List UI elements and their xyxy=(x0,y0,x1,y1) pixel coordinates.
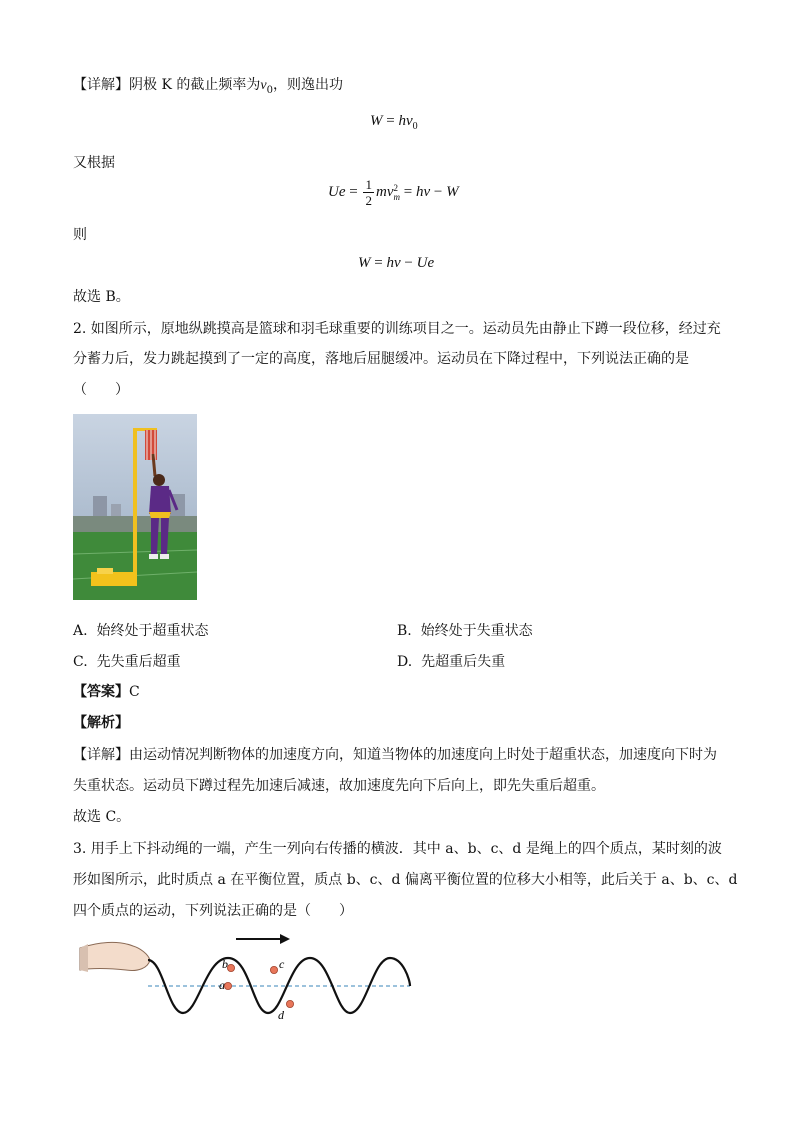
rope-wave-diagram xyxy=(78,928,418,1028)
q2-answer xyxy=(73,681,140,701)
eq2-v: v xyxy=(386,183,394,200)
answer-value: C xyxy=(129,684,140,700)
point-b xyxy=(227,964,234,971)
label-a: a xyxy=(219,978,225,992)
hand-icon xyxy=(80,942,150,970)
eq3-nu: ν xyxy=(393,255,401,271)
jump-reach-illustration xyxy=(73,414,197,600)
option-D[interactable] xyxy=(397,651,505,671)
q2-detail-line1: 【详解】由运动情况判断物体的加速度方向，知道当物体的加速度向上时处于超重状态，加速度向下时为 xyxy=(73,747,717,763)
eq3-W: W xyxy=(358,255,371,271)
q2-analysis-tag: 【解析】 xyxy=(73,715,129,731)
option-key: D. xyxy=(397,654,413,670)
eq2-m: m xyxy=(375,183,387,200)
option-text: 先失重后超重 xyxy=(96,654,181,670)
eq2-v-sub: m xyxy=(393,191,400,202)
eq2-frac-num: 1 xyxy=(365,177,372,192)
q3-line3: 四个质点的运动，下列说法正确的是（ ） xyxy=(73,903,353,919)
eq3-minus: − xyxy=(400,255,417,271)
text-then: 则 xyxy=(73,227,87,243)
nu-subscript: 0 xyxy=(266,84,273,96)
option-key: B. xyxy=(397,623,412,639)
option-C[interactable] xyxy=(73,651,181,671)
eq1-sub: 0 xyxy=(412,121,418,132)
eq2-equals-1: = xyxy=(345,183,362,200)
point-a xyxy=(224,982,231,989)
eq2-h: h xyxy=(415,183,424,200)
q2-line1: 2. 如图所示，原地纵跳摸高是篮球和羽毛球重要的训练项目之一。运动员先由静止下蹲一段位移，经过充 xyxy=(73,321,721,337)
eq2-e: e xyxy=(338,183,346,200)
eq1-nu: ν xyxy=(405,113,413,129)
answer-q1: 故选 B。 xyxy=(73,289,130,305)
option-key: A. xyxy=(73,623,88,639)
equation-work-function xyxy=(370,113,418,132)
option-key: C. xyxy=(73,654,88,670)
eq3-equals: = xyxy=(370,255,387,271)
eq2-v-sup: 2 xyxy=(393,182,398,193)
eq1-equals: = xyxy=(382,113,399,129)
text-again: 又根据 xyxy=(73,155,115,171)
rope-wave-figure xyxy=(78,928,418,1028)
option-text: 先超重后失重 xyxy=(421,654,506,670)
eq3-U: U xyxy=(416,255,428,271)
answer-tag: 【答案】 xyxy=(73,684,129,700)
q2-conclusion: 故选 C。 xyxy=(73,809,131,825)
q2-line3: （ ） xyxy=(73,382,129,398)
eq2-frac-den: 2 xyxy=(365,193,372,208)
q2-line2: 分蓄力后，发力跳起摸到了一定的高度，落地后屈腿缓冲。运动员在下降过程中，下列说法正确的是 xyxy=(73,351,689,367)
equation-photoelectric xyxy=(328,178,459,207)
option-text: 始终处于失重状态 xyxy=(420,623,533,639)
eq2-equals-2: = xyxy=(400,183,416,200)
sleeve-icon xyxy=(80,944,88,972)
label-c: c xyxy=(279,957,285,971)
option-A[interactable] xyxy=(73,620,208,640)
q3-line1: 3. 用手上下抖动绳的一端，产生一列向右传播的横波．其中 a、b、c、d 是绳上的四个质点，某时刻的波 xyxy=(73,841,722,857)
eq1-h: h xyxy=(398,113,406,129)
equation-work-result xyxy=(358,255,434,272)
q3-line2: 形如图所示，此时质点 a 在平衡位置，质点 b、c、d 偏离平衡位置的位移大小相等，此后关于 a、b、c、d xyxy=(73,872,738,888)
arrow-head xyxy=(280,934,290,944)
label-b: b xyxy=(222,957,228,971)
detail-q1-prefix: 【详解】阴极 K 的截止频率为 xyxy=(73,77,261,93)
eq2-W: W xyxy=(446,183,459,200)
eq3-h: h xyxy=(386,255,394,271)
option-text: 始终处于超重状态 xyxy=(96,623,209,639)
eq2-nu: ν xyxy=(423,183,431,200)
eq3-e: e xyxy=(427,255,435,271)
point-c xyxy=(270,966,277,973)
detail-q1-suffix: ，则逸出功 xyxy=(272,77,343,93)
nu-symbol: ν xyxy=(260,78,267,93)
detail-q1-line xyxy=(73,74,343,96)
eq1-lhs: W xyxy=(370,113,383,129)
point-d xyxy=(286,1000,293,1007)
eq2-minus: − xyxy=(430,183,447,200)
jump-reach-photo xyxy=(73,414,197,600)
option-B[interactable] xyxy=(397,620,533,640)
q2-detail-line2: 失重状态。运动员下蹲过程先加速后减速，故加速度先向下后向上，即先失重后超重。 xyxy=(73,778,605,794)
label-d: d xyxy=(278,1008,284,1022)
eq2-U: U xyxy=(328,183,339,200)
eq2-fraction xyxy=(363,178,374,207)
